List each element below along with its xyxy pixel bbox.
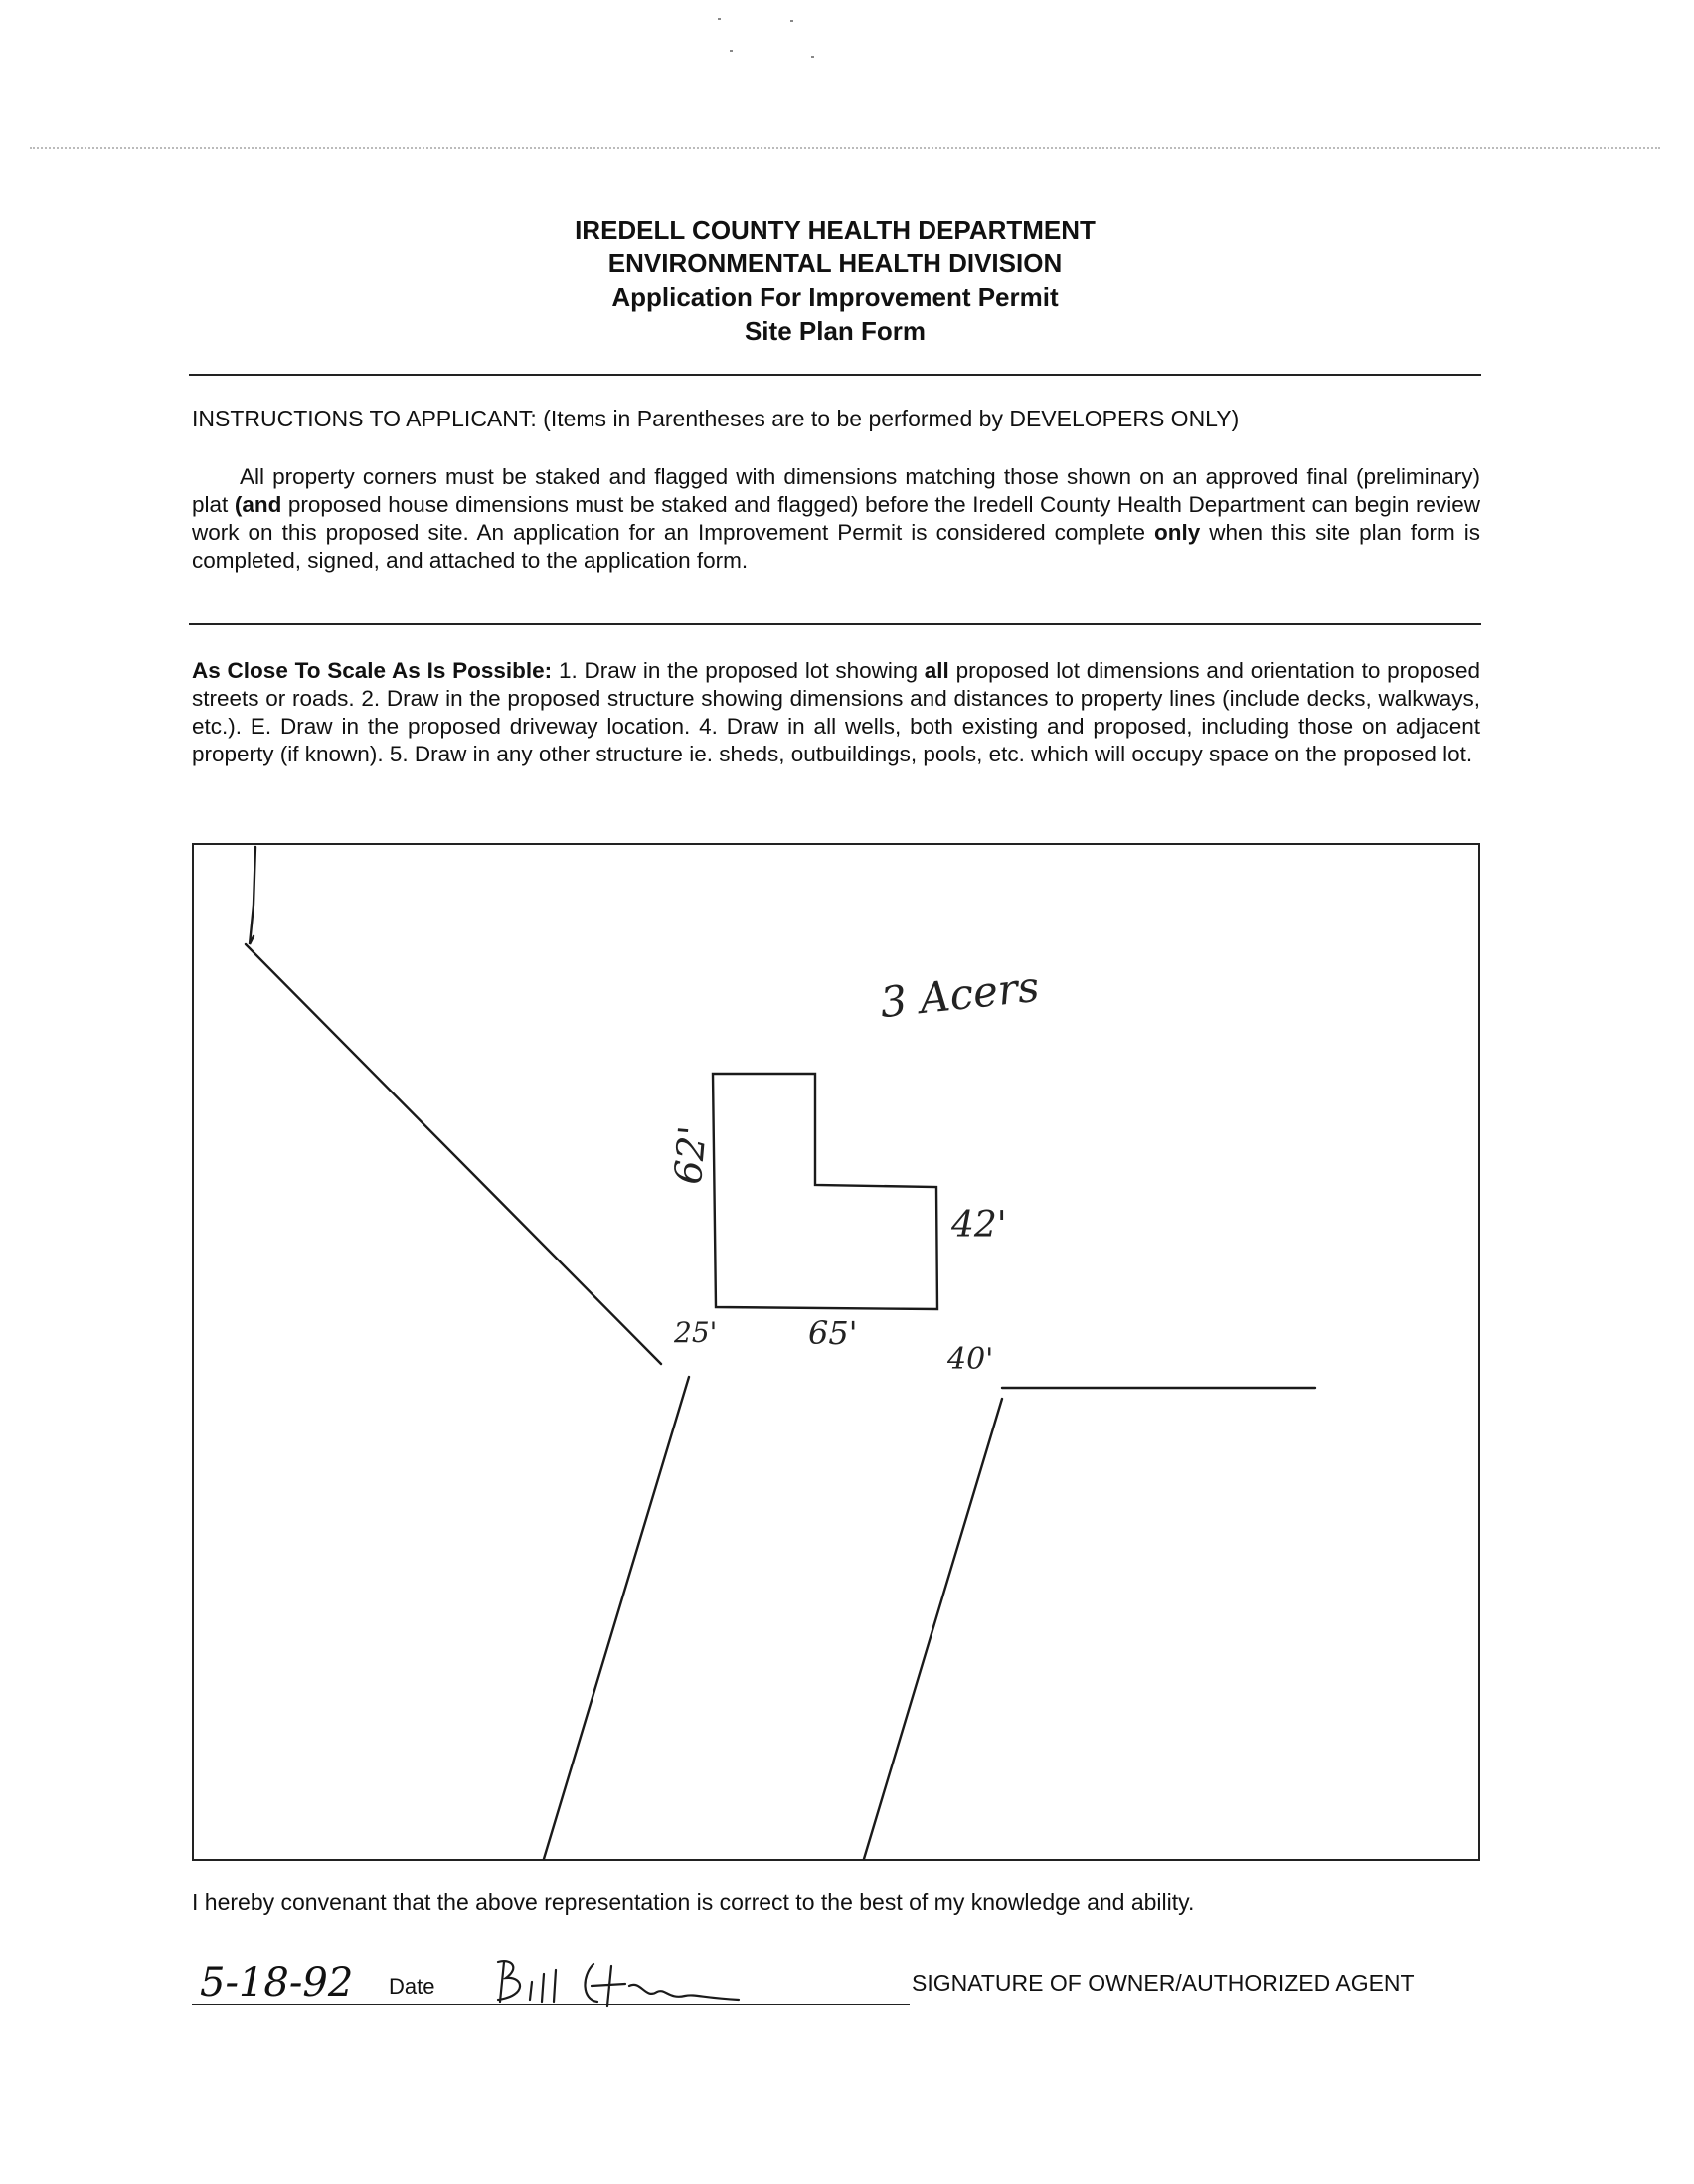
lot-line-diagonal — [246, 944, 661, 1364]
scan-speck — [811, 56, 814, 58]
setback-left-label: 25' — [674, 1316, 718, 1349]
certification-statement: I hereby convenant that the above representation is correct to the best of my knowledge and ability. — [192, 1889, 1195, 1915]
setback-right-label: 40' — [947, 1342, 994, 1377]
header-rule — [189, 374, 1481, 376]
site-sketch — [194, 845, 1482, 1863]
date-value: 5-18-92 — [200, 1960, 354, 2006]
road-left-edge — [544, 1377, 689, 1859]
house-outline — [713, 1074, 937, 1309]
acreage-label: 3 Acers — [877, 961, 1042, 1028]
dim-left-label: 62' — [665, 1123, 715, 1187]
handwritten-signature — [490, 1956, 818, 2016]
form-header — [189, 213, 1481, 348]
header-agency: IREDELL COUNTY HEALTH DEPARTMENT — [575, 215, 1096, 245]
dim-bottom-label: 65' — [808, 1314, 858, 1352]
signature-label: SIGNATURE OF OWNER/AUTHORIZED AGENT — [912, 1970, 1415, 1996]
date-line — [192, 2004, 440, 2005]
header-division: ENVIRONMENTAL HEALTH DIVISION — [607, 249, 1063, 278]
road-right-edge — [864, 1399, 1002, 1859]
scan-speck — [718, 18, 721, 20]
date-label: Date — [389, 1974, 435, 1999]
scan-dotted-line — [30, 147, 1660, 149]
header-form-subtitle: Site Plan Form — [744, 316, 927, 346]
site-plan-drawing-area — [192, 843, 1480, 1861]
scan-speck — [790, 20, 793, 22]
scale-instructions: As Close To Scale As Is Possible: 1. Draw in the proposed lot showing all proposed lot dimensions and orientation to proposed streets or roads. 2. Draw in the proposed structure showing dimensions and distances to property lines (include decks, walkways, etc.). E. Draw in the proposed driveway location. 4. Draw in all wells, both existing and proposed, including those on adjacent property (if known). 5. Draw in any other structure ie. sheds, outbuildings, pools, etc. which will occupy space on the proposed lot. — [192, 658, 1480, 766]
lot-line-north — [250, 847, 255, 944]
instructions-title: INSTRUCTIONS TO APPLICANT: (Items in Parentheses are to be performed by DEVELOPERS ONLY) — [192, 406, 1240, 431]
scan-speck — [730, 50, 733, 52]
header-form-title: Application For Improvement Permit — [611, 282, 1059, 312]
dim-right-label: 42' — [951, 1205, 1007, 1246]
signature-row — [192, 1956, 1484, 2016]
instructions-paragraph: All property corners must be staked and flagged with dimensions matching those shown on an approved final (preliminary) plat (and proposed house dimensions must be staked and flagged) before the Iredell County Health Department can begin review work on this proposed site. An application for an Improvement Permit is considered complete only when this site plan form is completed, signed, and attached to the application form. — [192, 464, 1481, 573]
section-rule — [189, 623, 1481, 625]
